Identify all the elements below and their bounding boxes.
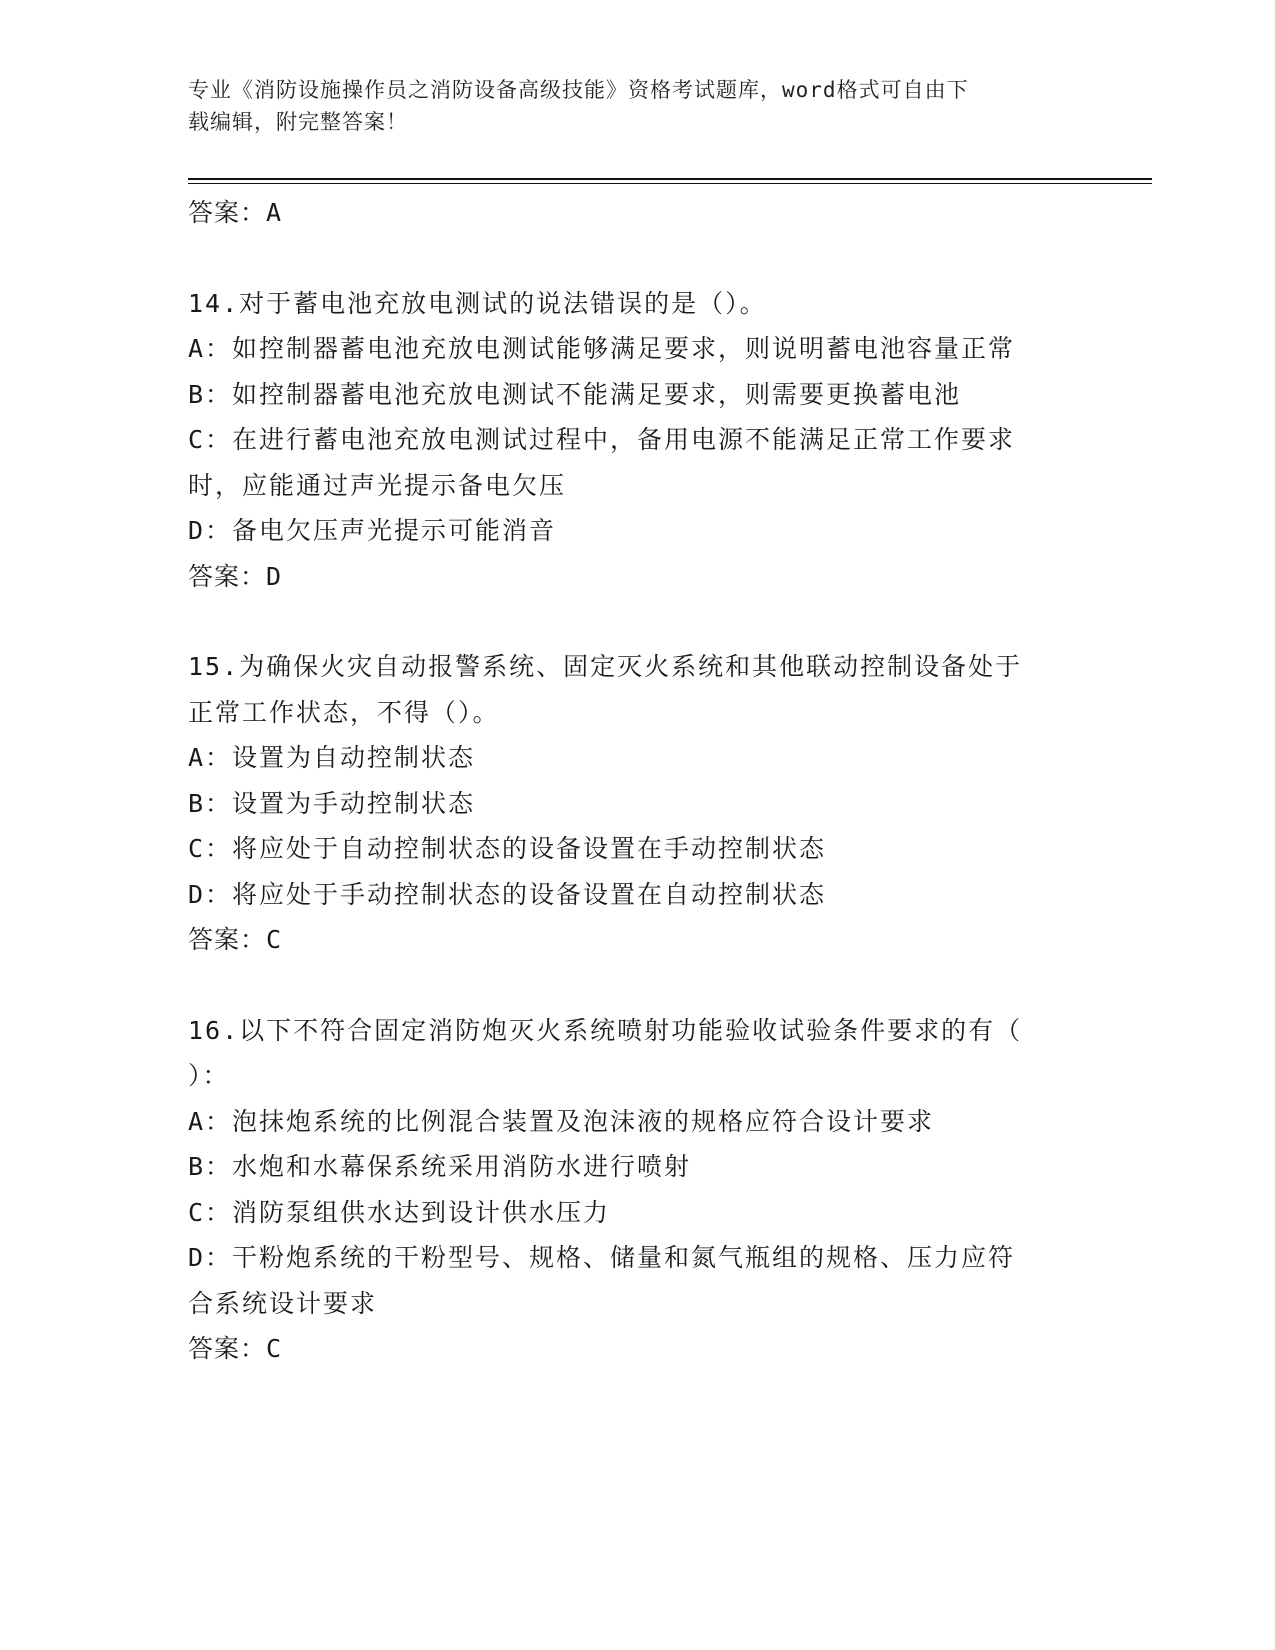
question-stem-continued: 正常工作状态，不得（）。 — [188, 697, 500, 727]
answer-line — [188, 554, 1088, 600]
option-b: B：水炮和水幕保系统采用消防水进行喷射 — [188, 1152, 692, 1181]
header-divider-thin — [188, 183, 1152, 184]
answer-value: A — [266, 198, 283, 227]
document-header — [188, 74, 1068, 138]
answer-value: C — [266, 925, 283, 954]
option-d-continued: 合系统设计要求 — [188, 1288, 378, 1318]
spacer — [188, 963, 1088, 1008]
answer-value: C — [266, 1334, 283, 1363]
answer-value: D — [266, 561, 283, 591]
option-c: C：将应处于自动控制状态的设备设置在手动控制状态 — [188, 834, 827, 863]
option-a: A：如控制器蓄电池充放电测试能够满足要求，则说明蓄电池容量正常 — [188, 334, 1016, 363]
option-d: D：备电欠压声光提示可能消音 — [188, 516, 557, 545]
header-line-2: 载编辑，附完整答案！ — [188, 110, 408, 134]
question-stem: 14.对于蓄电池充放电测试的说法错误的是（）。 — [188, 288, 767, 318]
answer-label: 答案： — [188, 198, 267, 227]
answer-line — [188, 917, 1088, 963]
option-d: D：干粉炮系统的干粉型号、规格、储量和氮气瓶组的规格、压力应符 — [188, 1243, 1016, 1272]
question-block — [188, 281, 1088, 600]
spacer — [188, 236, 1088, 281]
question-list — [188, 190, 1088, 1372]
spacer — [188, 599, 1088, 644]
header-line-1: 专业《消防设施操作员之消防设备高级技能》资格考试题库，word格式可自由下 — [188, 78, 969, 102]
answer-label: 答案： — [188, 561, 267, 591]
option-d: D：将应处于手动控制状态的设备设置在自动控制状态 — [188, 879, 827, 909]
answer-line — [188, 190, 1088, 236]
question-stem: 15.为确保火灾自动报警系统、固定灭火系统和其他联动控制设备处于 — [188, 652, 1023, 681]
question-stem-continued: ）： — [188, 1061, 230, 1090]
option-c-continued: 时，应能通过声光提示备电欠压 — [188, 470, 567, 500]
header-divider-thick — [188, 178, 1152, 180]
option-a: A：泡抹炮系统的比例混合装置及泡沫液的规格应符合设计要求 — [188, 1106, 935, 1136]
answer-line — [188, 1326, 1088, 1372]
answer-label: 答案： — [188, 1334, 267, 1363]
option-c: C：在进行蓄电池充放电测试过程中，备用电源不能满足正常工作要求 — [188, 425, 1016, 454]
question-stem: 16.以下不符合固定消防炮灭火系统喷射功能验收试验条件要求的有（ — [188, 1015, 1023, 1045]
option-a: A：设置为自动控制状态 — [188, 743, 476, 772]
option-c: C：消防泵组供水达到设计供水压力 — [188, 1197, 611, 1227]
question-block — [188, 1008, 1088, 1372]
answer-label: 答案： — [188, 925, 267, 954]
option-b: B：如控制器蓄电池充放电测试不能满足要求，则需要更换蓄电池 — [188, 379, 962, 409]
option-b: B：设置为手动控制状态 — [188, 788, 476, 818]
question-block — [188, 644, 1088, 963]
